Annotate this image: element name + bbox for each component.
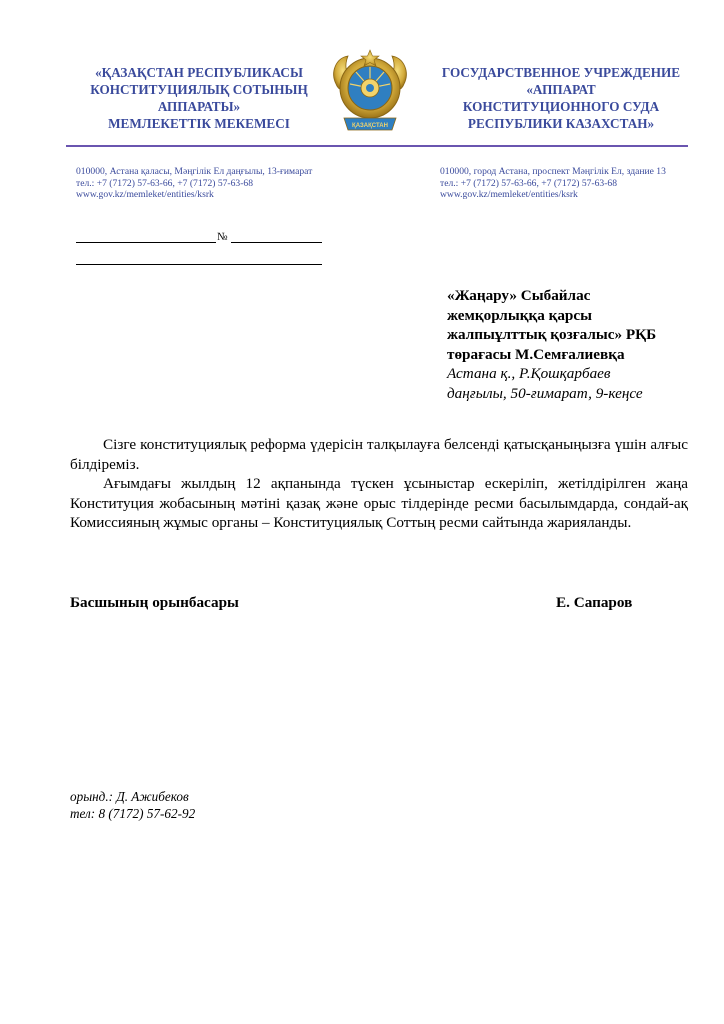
addressee-line: төрағасы М.Семғалиевқа xyxy=(447,345,625,363)
org-name-kazakh-line: АППАРАТЫ» xyxy=(157,99,241,114)
registration-number-line xyxy=(76,231,322,245)
signatory-name: Е. Сапаров xyxy=(556,594,633,611)
state-emblem-icon xyxy=(328,44,412,142)
addressee-block xyxy=(447,286,707,404)
addressee-address-line: даңғылы, 50-ғимарат, 9-кеңсе xyxy=(447,384,643,402)
addressee-line: жемқорлыққа қарсы xyxy=(447,306,592,324)
org-name-kazakh xyxy=(64,64,334,132)
executor-block xyxy=(70,788,195,822)
org-name-kazakh-line: КОНСТИТУЦИЯЛЫҚ СОТЫНЫҢ xyxy=(90,82,308,97)
executor-phone: тел: 8 (7172) 57-62-92 xyxy=(70,806,196,821)
contact-address: 010000, Астана қаласы, Мәңгілік Ел даңғылы, 13-ғимарат xyxy=(76,166,313,177)
registration-number-blank xyxy=(231,242,322,243)
contact-block-russian xyxy=(440,166,666,201)
contact-phone: тел.: +7 (7172) 57-63-66, +7 (7172) 57-63-68 xyxy=(76,177,254,189)
org-name-russian-line: «АППАРАТ xyxy=(526,82,596,97)
body-paragraph: Сізге конституциялық реформа үдерісін талқылауға белсенді қатысқаныңызға үшін алғыс білдіреміз. xyxy=(70,436,688,473)
header-divider xyxy=(66,145,688,147)
org-name-russian-line: ГОСУДАРСТВЕННОЕ УЧРЕЖДЕНИЕ xyxy=(441,65,681,80)
contact-website: www.gov.kz/memleket/entities/ksrk xyxy=(440,189,578,200)
signatory-position: Басшының орынбасары xyxy=(70,594,239,611)
org-name-kazakh-line: «ҚАЗАҚСТАН РЕСПУБЛИКАСЫ xyxy=(95,65,303,80)
org-name-russian xyxy=(418,64,704,132)
addressee-address-line: Астана қ., Р.Қошқарбаев xyxy=(447,365,611,383)
registration-date-blank xyxy=(76,242,216,243)
executor-name: орынд.: Д. Ажибеков xyxy=(70,789,189,804)
emblem-ribbon-text: ҚАЗАҚСТАН xyxy=(352,123,388,129)
contact-website: www.gov.kz/memleket/entities/ksrk xyxy=(76,189,214,200)
contact-address: 010000, город Астана, проспект Мәңгілік Ел, здание 13 xyxy=(440,166,666,177)
org-name-kazakh-line: МЕМЛЕКЕТТІК МЕКЕМЕСІ xyxy=(108,116,290,131)
body-paragraph: Ағымдағы жылдың 12 ақпанында түскен ұсыныстар ескеріліп, жетілдірілген жаңа Конституция жобасының мәтіні қазақ және орыс тілдерінде ресми басылымдарда, сондай-ақ Комиссияның жұмыс органы – Конституциялық Соттың ресми сайтында жарияланды. xyxy=(70,475,688,532)
letter-body xyxy=(70,435,688,533)
contact-block-kazakh xyxy=(76,166,312,201)
addressee-line: жалпыұлттық қозғалыс» РҚБ xyxy=(447,326,657,344)
registration-reference-line xyxy=(76,264,322,265)
number-sign: № xyxy=(217,231,228,243)
org-name-russian-line: РЕСПУБЛИКИ КАЗАХСТАН» xyxy=(467,116,655,131)
addressee-line: «Жаңару» Сыбайлас xyxy=(447,287,591,304)
org-name-russian-line: КОНСТИТУЦИОННОГО СУДА xyxy=(462,99,660,114)
contact-phone: тел.: +7 (7172) 57-63-66, +7 (7172) 57-63-68 xyxy=(440,177,618,189)
